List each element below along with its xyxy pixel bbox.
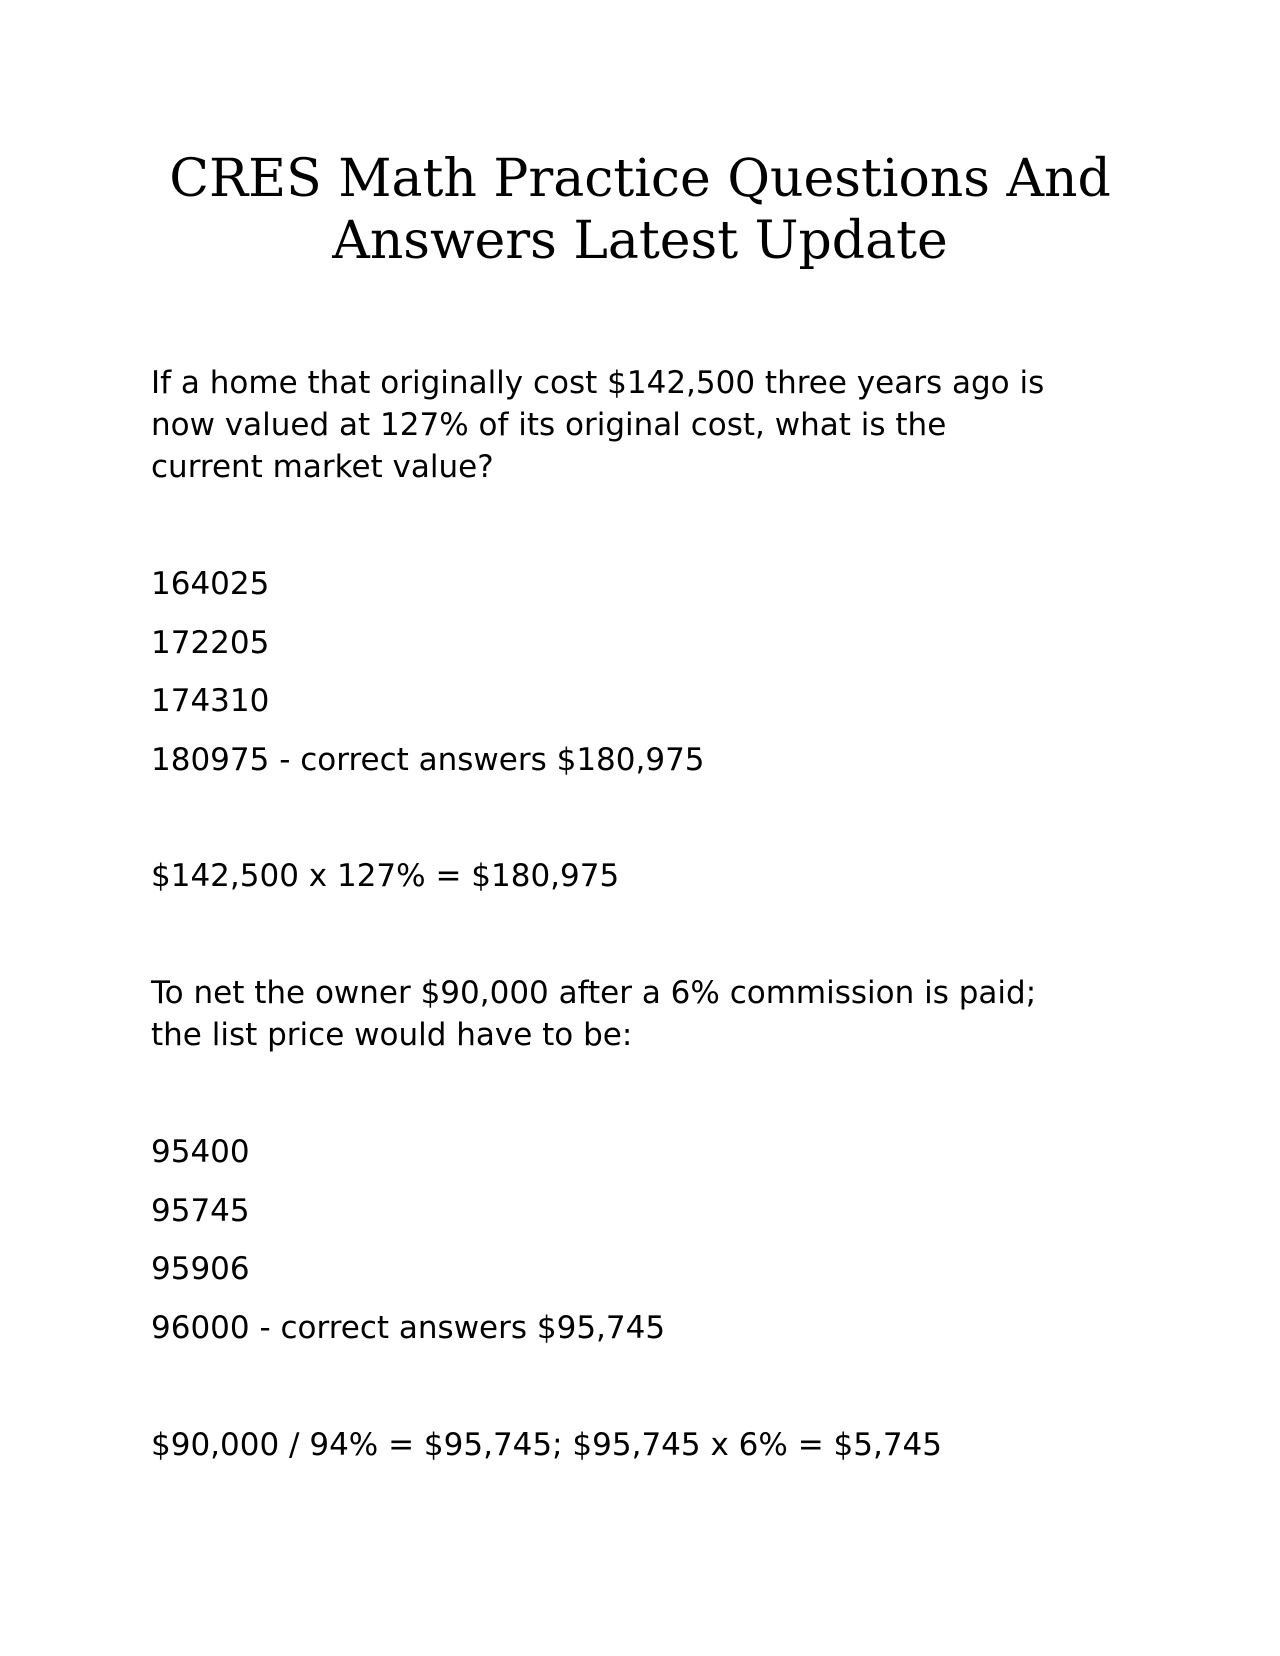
- question-2-prompt-line: To net the owner $90,000 after a 6% commission is paid;: [151, 975, 1037, 1011]
- title-line: Answers Latest Update: [332, 211, 948, 271]
- question-2-option-a: 95400: [151, 1134, 250, 1170]
- document-title: [150, 148, 1130, 272]
- question-2-prompt-line: the list price would have to be:: [151, 1017, 633, 1053]
- question-1-option-a: 164025: [151, 566, 270, 602]
- question-1-prompt: [151, 362, 1044, 488]
- question-2-option-b: 95745: [151, 1193, 250, 1229]
- question-1-explanation: $142,500 x 127% = $180,975: [151, 858, 620, 894]
- question-1-option-d: 180975 - correct answers $180,975: [151, 742, 705, 778]
- question-1-prompt-line: current market value?: [151, 449, 494, 485]
- question-1-option-b: 172205: [151, 625, 270, 661]
- question-2-prompt: [151, 972, 1036, 1056]
- question-2-option-d: 96000 - correct answers $95,745: [151, 1310, 666, 1346]
- question-1-option-c: 174310: [151, 683, 270, 719]
- question-1-prompt-line: If a home that originally cost $142,500 three years ago is: [151, 365, 1045, 401]
- question-1-prompt-line: now valued at 127% of its original cost, what is the: [151, 407, 947, 443]
- question-2-explanation: $90,000 / 94% = $95,745; $95,745 x 6% = $5,745: [151, 1427, 942, 1463]
- question-2-option-c: 95906: [151, 1251, 250, 1287]
- title-line: CRES Math Practice Questions And: [169, 149, 1111, 209]
